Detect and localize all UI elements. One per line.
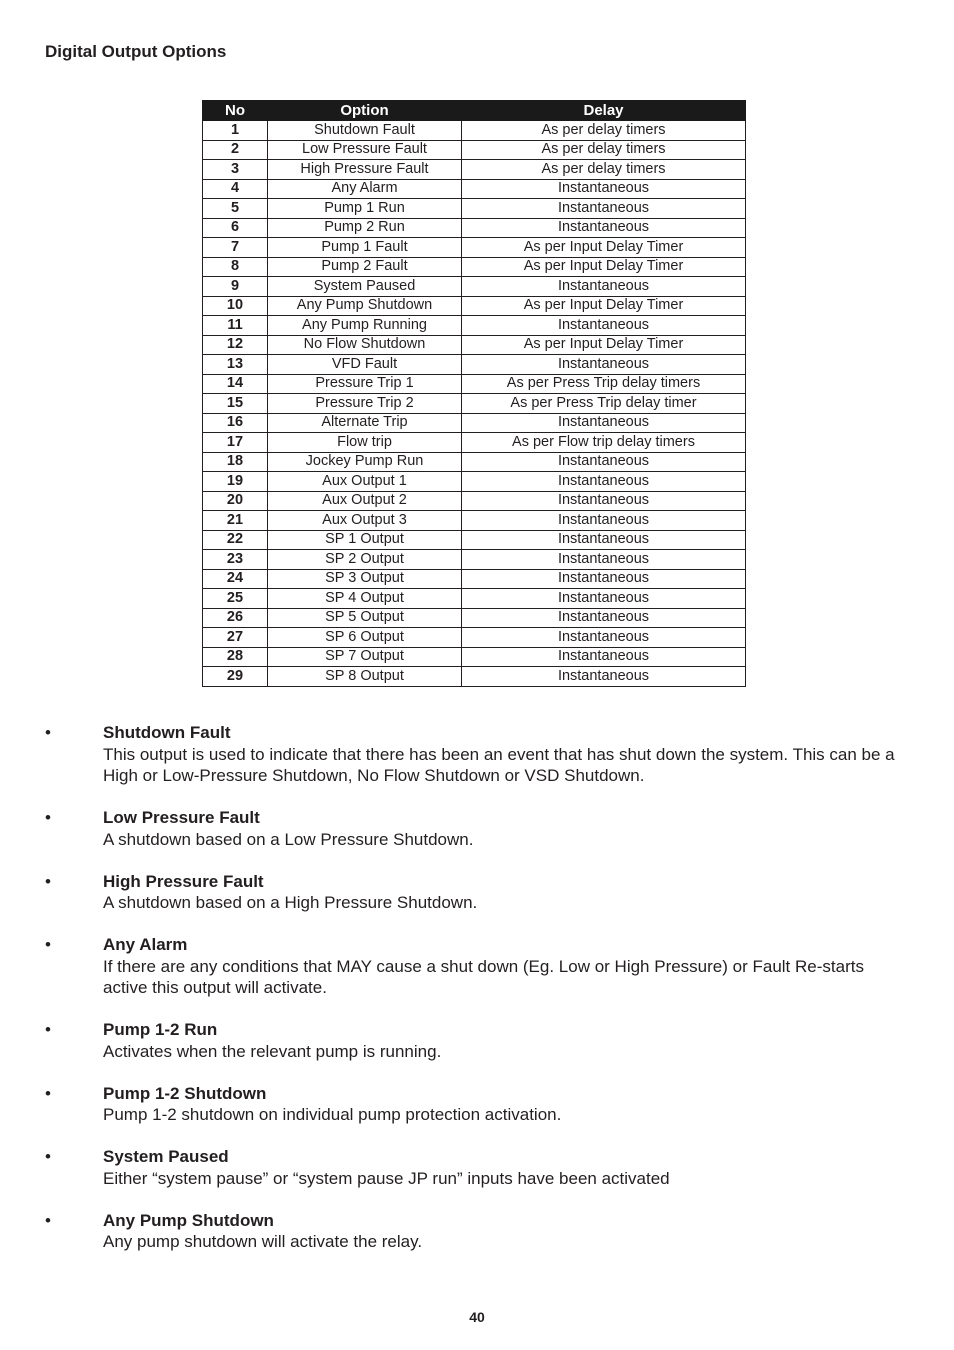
description-item <box>45 722 905 787</box>
cell-option: Low Pressure Fault <box>268 140 462 160</box>
table-row <box>203 335 746 355</box>
cell-no: 12 <box>203 335 268 355</box>
table-row <box>203 491 746 511</box>
cell-no: 13 <box>203 355 268 375</box>
cell-no: 23 <box>203 550 268 570</box>
cell-no: 15 <box>203 394 268 414</box>
cell-delay: Instantaneous <box>462 179 746 199</box>
cell-option: Pump 1 Run <box>268 199 462 219</box>
cell-option: Pump 2 Fault <box>268 257 462 277</box>
cell-no: 2 <box>203 140 268 160</box>
table-row <box>203 608 746 628</box>
column-header-delay: Delay <box>462 101 746 121</box>
description-title: Any Alarm <box>103 935 188 954</box>
cell-option: VFD Fault <box>268 355 462 375</box>
table-row <box>203 394 746 414</box>
table-row <box>203 355 746 375</box>
cell-no: 6 <box>203 218 268 238</box>
cell-no: 18 <box>203 452 268 472</box>
table-row <box>203 433 746 453</box>
column-header-option: Option <box>268 101 462 121</box>
description-item <box>45 871 905 914</box>
table-row <box>203 179 746 199</box>
table-row <box>203 413 746 433</box>
digital-output-options-table <box>202 100 746 687</box>
cell-no: 4 <box>203 179 268 199</box>
cell-option: Alternate Trip <box>268 413 462 433</box>
description-text: A shutdown based on a High Pressure Shutdown. <box>103 893 478 912</box>
bullet-icon: • <box>45 808 51 827</box>
cell-delay: As per Input Delay Timer <box>462 296 746 316</box>
cell-delay: As per Input Delay Timer <box>462 238 746 258</box>
cell-no: 28 <box>203 647 268 667</box>
cell-delay: Instantaneous <box>462 218 746 238</box>
cell-no: 7 <box>203 238 268 258</box>
table-row <box>203 218 746 238</box>
cell-option: Any Alarm <box>268 179 462 199</box>
cell-option: SP 4 Output <box>268 589 462 609</box>
cell-option: SP 7 Output <box>268 647 462 667</box>
cell-no: 14 <box>203 374 268 394</box>
description-title: System Paused <box>103 1147 229 1166</box>
cell-delay: Instantaneous <box>462 511 746 531</box>
cell-option: System Paused <box>268 277 462 297</box>
description-text: Either “system pause” or “system pause JP run” inputs have been activated <box>103 1168 670 1188</box>
cell-no: 5 <box>203 199 268 219</box>
cell-no: 19 <box>203 472 268 492</box>
table-row <box>203 472 746 492</box>
cell-delay: Instantaneous <box>462 530 746 550</box>
table-row <box>203 569 746 589</box>
cell-delay: As per Flow trip delay timers <box>462 433 746 453</box>
cell-no: 27 <box>203 628 268 648</box>
bullet-icon: • <box>45 1210 51 1230</box>
output-descriptions-list <box>45 722 905 1273</box>
table-body <box>203 121 746 687</box>
cell-delay: Instantaneous <box>462 472 746 492</box>
description-item <box>45 934 905 999</box>
cell-option: High Pressure Fault <box>268 160 462 180</box>
bullet-icon: • <box>45 1020 51 1039</box>
description-text: Any pump shutdown will activate the relay. <box>103 1232 423 1251</box>
description-item <box>45 1146 905 1189</box>
cell-no: 9 <box>203 277 268 297</box>
cell-no: 17 <box>203 433 268 453</box>
cell-delay: Instantaneous <box>462 491 746 511</box>
cell-option: SP 6 Output <box>268 628 462 648</box>
table-row <box>203 199 746 219</box>
cell-option: SP 8 Output <box>268 667 462 687</box>
cell-no: 10 <box>203 296 268 316</box>
table-row <box>203 530 746 550</box>
cell-delay: As per Press Trip delay timer <box>462 394 746 414</box>
cell-no: 26 <box>203 608 268 628</box>
cell-option: Pressure Trip 1 <box>268 374 462 394</box>
cell-option: Aux Output 1 <box>268 472 462 492</box>
table-row <box>203 160 746 180</box>
cell-delay: As per Input Delay Timer <box>462 335 746 355</box>
cell-no: 25 <box>203 589 268 609</box>
table-row <box>203 121 746 141</box>
cell-no: 29 <box>203 667 268 687</box>
description-title: Low Pressure Fault <box>103 808 260 827</box>
description-text: If there are any conditions that MAY cause a shut down (Eg. Low or High Pressure) or Fault Re-starts active this output will activate. <box>103 956 864 997</box>
cell-option: Pressure Trip 2 <box>268 394 462 414</box>
cell-delay: As per delay timers <box>462 160 746 180</box>
table-row <box>203 238 746 258</box>
table-row <box>203 511 746 531</box>
page-number: 40 <box>469 1309 485 1325</box>
cell-option: SP 3 Output <box>268 569 462 589</box>
cell-delay: As per delay timers <box>462 140 746 160</box>
cell-delay: Instantaneous <box>462 550 746 570</box>
table-row <box>203 277 746 297</box>
cell-no: 16 <box>203 413 268 433</box>
cell-no: 20 <box>203 491 268 511</box>
cell-option: Aux Output 3 <box>268 511 462 531</box>
description-text: This output is used to indicate that there has been an event that has shut down the system. This can be a High or Low-Pressure Shutdown, No Flow Shutdown or VSD Shutdown. <box>103 744 895 785</box>
column-header-no: No <box>203 101 268 121</box>
cell-delay: As per Input Delay Timer <box>462 257 746 277</box>
bullet-icon: • <box>45 1147 51 1166</box>
cell-delay: Instantaneous <box>462 569 746 589</box>
cell-option: SP 1 Output <box>268 530 462 550</box>
cell-delay: Instantaneous <box>462 667 746 687</box>
cell-delay: Instantaneous <box>462 277 746 297</box>
description-item <box>45 1019 905 1062</box>
cell-no: 22 <box>203 530 268 550</box>
cell-delay: Instantaneous <box>462 355 746 375</box>
cell-no: 11 <box>203 316 268 336</box>
cell-no: 3 <box>203 160 268 180</box>
cell-delay: Instantaneous <box>462 199 746 219</box>
bullet-icon: • <box>45 1083 51 1103</box>
bullet-icon: • <box>45 723 51 742</box>
description-text: Activates when the relevant pump is running. <box>103 1041 442 1061</box>
cell-delay: As per Press Trip delay timers <box>462 374 746 394</box>
table-row <box>203 452 746 472</box>
cell-no: 24 <box>203 569 268 589</box>
description-item <box>45 1210 905 1253</box>
cell-delay: Instantaneous <box>462 647 746 667</box>
table-header-row <box>203 101 746 121</box>
cell-delay: Instantaneous <box>462 452 746 472</box>
cell-option: Aux Output 2 <box>268 491 462 511</box>
table-row <box>203 257 746 277</box>
bullet-icon: • <box>45 935 51 954</box>
cell-option: SP 5 Output <box>268 608 462 628</box>
description-title: Pump 1-2 Run <box>103 1020 218 1039</box>
cell-no: 21 <box>203 511 268 531</box>
cell-no: 1 <box>203 121 268 141</box>
table-row <box>203 667 746 687</box>
page-title: Digital Output Options <box>45 42 227 61</box>
cell-delay: Instantaneous <box>462 628 746 648</box>
description-item <box>45 1083 905 1126</box>
description-title: Pump 1-2 Shutdown <box>103 1083 267 1103</box>
cell-option: Flow trip <box>268 433 462 453</box>
table-header <box>203 101 746 121</box>
table-row <box>203 647 746 667</box>
description-item <box>45 807 905 850</box>
bullet-icon: • <box>45 871 51 891</box>
description-text: A shutdown based on a Low Pressure Shutdown. <box>103 829 474 849</box>
cell-delay: Instantaneous <box>462 316 746 336</box>
cell-option: Any Pump Running <box>268 316 462 336</box>
description-title: Any Pump Shutdown <box>103 1210 274 1230</box>
cell-delay: Instantaneous <box>462 589 746 609</box>
description-title: Shutdown Fault <box>103 723 231 742</box>
cell-option: Jockey Pump Run <box>268 452 462 472</box>
table-row <box>203 374 746 394</box>
cell-no: 8 <box>203 257 268 277</box>
table-row <box>203 628 746 648</box>
cell-option: SP 2 Output <box>268 550 462 570</box>
table-row <box>203 140 746 160</box>
cell-option: Pump 2 Run <box>268 218 462 238</box>
table-row <box>203 550 746 570</box>
table-row <box>203 589 746 609</box>
cell-option: Shutdown Fault <box>268 121 462 141</box>
cell-delay: Instantaneous <box>462 413 746 433</box>
description-text: Pump 1-2 shutdown on individual pump protection activation. <box>103 1105 562 1124</box>
cell-option: No Flow Shutdown <box>268 335 462 355</box>
cell-delay: Instantaneous <box>462 608 746 628</box>
table-row <box>203 316 746 336</box>
description-title: High Pressure Fault <box>103 871 264 891</box>
cell-delay: As per delay timers <box>462 121 746 141</box>
cell-option: Any Pump Shutdown <box>268 296 462 316</box>
table-row <box>203 296 746 316</box>
cell-option: Pump 1 Fault <box>268 238 462 258</box>
